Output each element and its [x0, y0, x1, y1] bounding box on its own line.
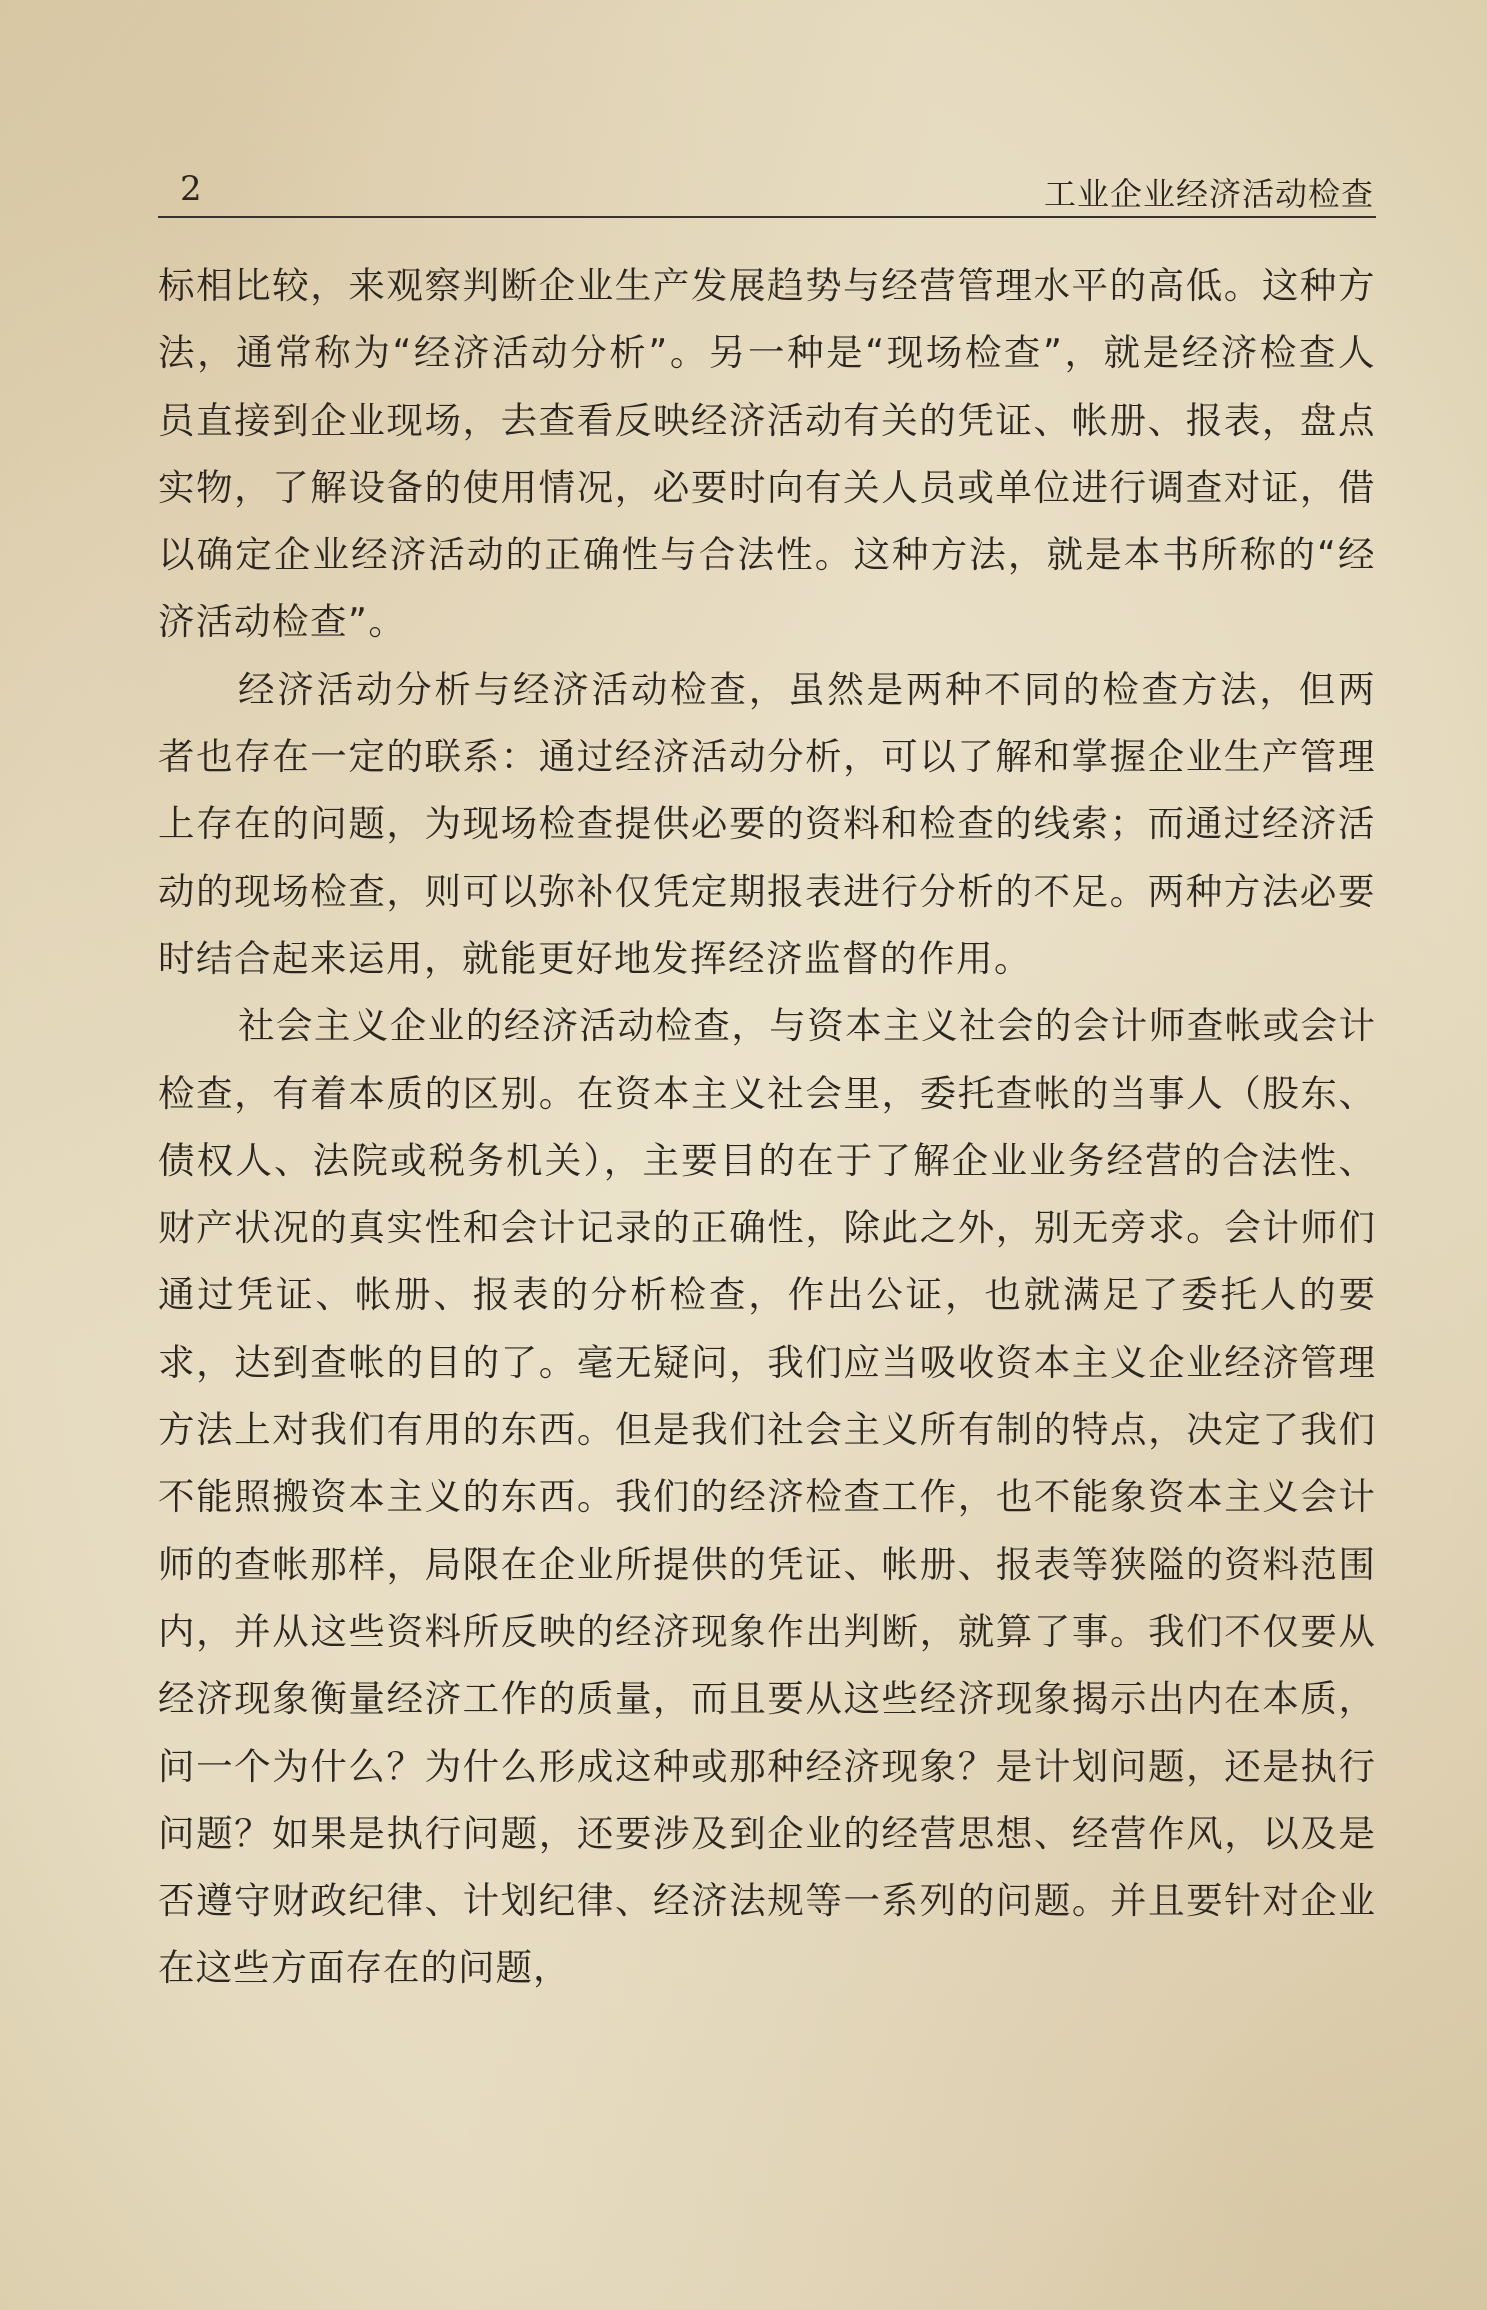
body-text — [158, 252, 1376, 2002]
paragraph: 社会主义企业的经济活动检查，与资本主义社会的会计师查帐或会计检查，有着本质的区别。在资本主义社会里，委托查帐的当事人（股东、债权人、法院或税务机关），主要目的在于了解企业业务经营的合法性、财产状况的真实性和会计记录的正确性，除此之外，别无旁求。会计师们通过凭证、帐册、报表的分析检查，作出公证，也就满足了委托人的要求，达到查帐的目的了。毫无疑问，我们应当吸收资本主义企业经济管理方法上对我们有用的东西。但是我们社会主义所有制的特点，决定了我们不能照搬资本主义的东西。我们的经济检查工作，也不能象资本主义会计师的查帐那样，局限在企业所提供的凭证、帐册、报表等狭隘的资料范围内，并从这些资料所反映的经济现象作出判断，就算了事。我们不仅要从经济现象衡量经济工作的质量，而且要从这些经济现象揭示出内在本质，问一个为什么？为什么形成这种或那种经济现象？是计划问题，还是执行问题？如果是执行问题，还要涉及到企业的经营思想、经营作风，以及是否遵守财政纪律、计划纪律、经济法规等一系列的问题。并且要针对企业在这些方面存在的问题， — [158, 1004, 1376, 1990]
paragraph-continued: 标相比较，来观察判断企业生产发展趋势与经营管理水平的高低。这种方法，通常称为“经济活动分析”。另一种是“现场检查”，就是经济检查人员直接到企业现场，去查看反映经济活动有关的凭证、帐册、报表，盘点实物，了解设备的使用情况，必要时向有关人员或单位进行调查对证，借以确定企业经济活动的正确性与合法性。这种方法，就是本书所称的“经济活动检查”。 — [158, 264, 1376, 644]
running-title: 工业企业经济活动检查 — [1043, 175, 1374, 213]
page-number: 2 — [180, 169, 202, 209]
paragraph: 经济活动分析与经济活动检查，虽然是两种不同的检查方法，但两者也存在一定的联系：通过经济活动分析，可以了解和掌握企业生产管理上存在的问题，为现场检查提供必要的资料和检查的线索；而通过经济活动的现场检查，则可以弥补仅凭定期报表进行分析的不足。两种方法必要时结合起来运用，就能更好地发挥经济监督的作用。 — [158, 667, 1376, 980]
header-rule — [158, 216, 1376, 218]
page-header — [158, 165, 1376, 215]
